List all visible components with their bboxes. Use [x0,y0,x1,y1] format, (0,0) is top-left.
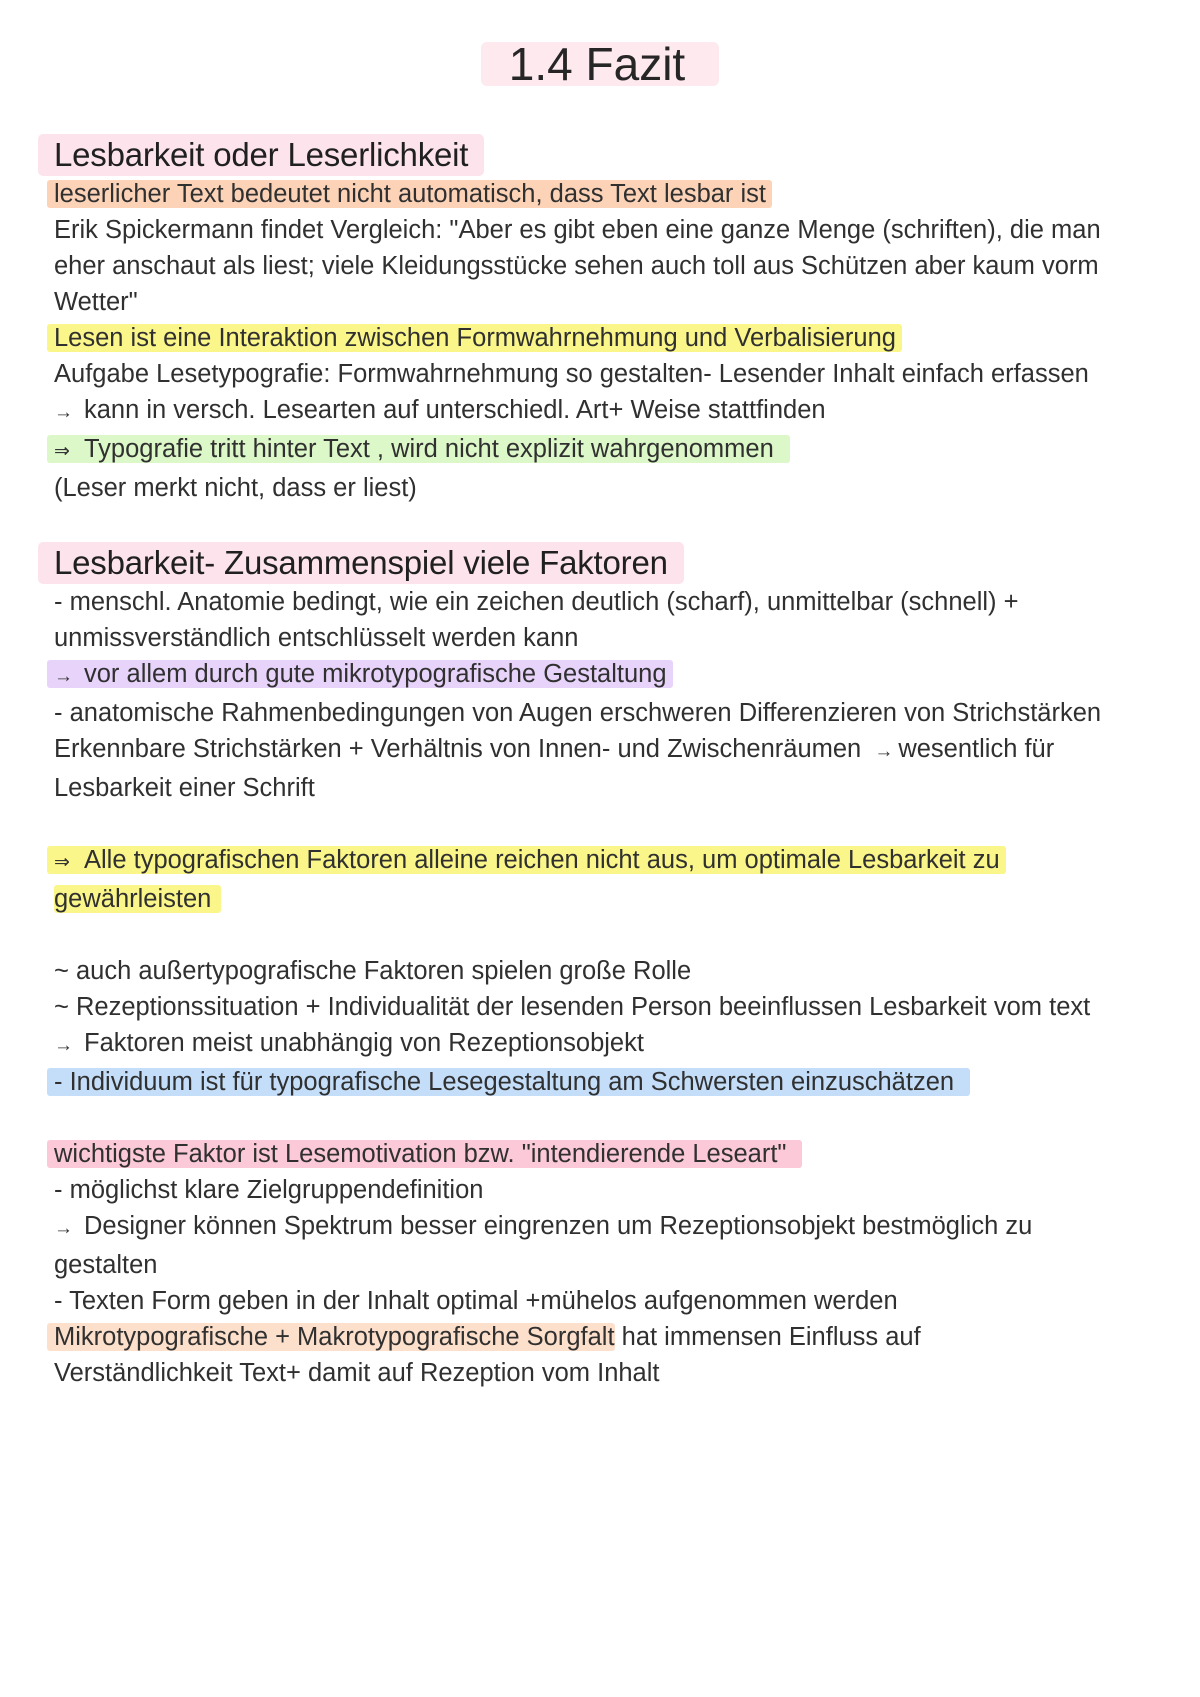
note-line: - Texten Form geben in der Inhalt optimal +mühelos aufgenommen werden [54,1287,898,1315]
note-line [54,1208,1164,1247]
highlighted-text [47,660,673,688]
note-line: (Leser merkt nicht, dass er liest) [54,474,417,502]
note-text: Typografie tritt hinter Text , wird nicht explizit wahrgenommen [84,435,774,463]
note-text: wesentlich für [898,735,1055,763]
right-arrow-icon: → [54,402,73,423]
right-arrow-icon: → [874,741,894,762]
title-wrapper [0,38,1200,90]
right-arrow-icon: → [54,666,73,687]
note-line [54,176,1164,212]
highlighted-text [47,846,1006,874]
notes-content [54,134,1164,1391]
highlighted-text: Mikrotypografische + Makrotypografische Sorgfalt [47,1323,615,1351]
spacer [54,917,1164,953]
section-heading-lesbarkeit-leserlichkeit: Lesbarkeit oder Leserlichkeit [38,134,484,176]
highlighted-text [47,435,790,463]
note-line [54,1025,1164,1064]
section-heading-zusammenspiel: Lesbarkeit- Zusammenspiel viele Faktoren [38,542,684,584]
note-line: - möglichst klare Zielgruppendefinition [54,1176,484,1204]
note-line: eher anschaut als liest; viele Kleidungsstücke sehen auch toll aus Schützen aber kaum vorm [54,252,1099,280]
highlighted-text: Lesen ist eine Interaktion zwischen Formwahrnehmung und Verbalisierung [47,324,902,352]
note-text: Erkennbare Strichstärken + Verhältnis von Innen- und Zwischenräumen [54,735,862,763]
note-text: hat immensen Einfluss auf [614,1323,921,1351]
right-arrow-icon: → [54,1035,73,1056]
page-title: 1.4 Fazit [481,42,719,86]
note-line: Lesbarkeit einer Schrift [54,774,315,802]
double-arrow-icon: ⇒ [54,852,70,873]
note-line: Verständlichkeit Text+ damit auf Rezeption vom Inhalt [54,1359,660,1387]
note-line [54,881,1164,917]
note-line: Erik Spickermann findet Vergleich: "Aber es gibt eben eine ganze Menge (schriften), die man [54,216,1101,244]
spacer [54,806,1164,842]
highlighted-text: wichtigste Faktor ist Lesemotivation bzw. "intendierende Leseart" [47,1140,802,1168]
highlighted-text: leserlicher Text bedeutet nicht automatisch, dass Text lesbar ist [47,180,772,208]
note-text: Designer können Spektrum besser eingrenzen um Rezeptionsobjekt bestmöglich zu [84,1212,1033,1240]
highlighted-text: - Individuum ist für typografische Lesegestaltung am Schwersten einzuschätzen [47,1068,970,1096]
note-text: kann in versch. Lesearten auf unterschiedl. Art+ Weise stattfinden [84,396,826,424]
note-line: - menschl. Anatomie bedingt, wie ein zeichen deutlich (scharf), unmittelbar (schnell) + [54,588,1019,616]
note-line [54,1064,1164,1100]
highlighted-text: gewährleisten [54,885,221,913]
right-arrow-icon: → [54,1218,73,1239]
spacer [54,1100,1164,1136]
note-line: gestalten [54,1251,158,1279]
note-line [54,392,1164,431]
note-line: Aufgabe Lesetypografie: Formwahrnehmung so gestalten- Lesender Inhalt einfach erfassen [54,360,1089,388]
note-line [54,731,1164,770]
note-line [54,656,1164,695]
note-line: - anatomische Rahmenbedingungen von Augen erschweren Differenzieren von Strichstärken [54,699,1102,727]
note-line [54,320,1164,356]
note-line: Wetter" [54,288,138,316]
note-line [54,842,1164,881]
note-text: vor allem durch gute mikrotypografische Gestaltung [84,660,667,688]
double-arrow-icon: ⇒ [54,441,70,462]
note-line [54,1136,1164,1172]
note-line: unmissverständlich entschlüsselt werden kann [54,624,579,652]
note-line: ~ auch außertypografische Faktoren spielen große Rolle [54,957,692,985]
note-line: ~ Rezeptionssituation + Individualität der lesenden Person beeinflussen Lesbarkeit vom text [54,993,1091,1021]
note-text: Faktoren meist unabhängig von Rezeptionsobjekt [84,1029,644,1057]
note-line [54,431,1164,470]
note-line [54,1319,1164,1355]
note-text: Alle typografischen Faktoren alleine reichen nicht aus, um optimale Lesbarkeit zu [84,846,1000,874]
